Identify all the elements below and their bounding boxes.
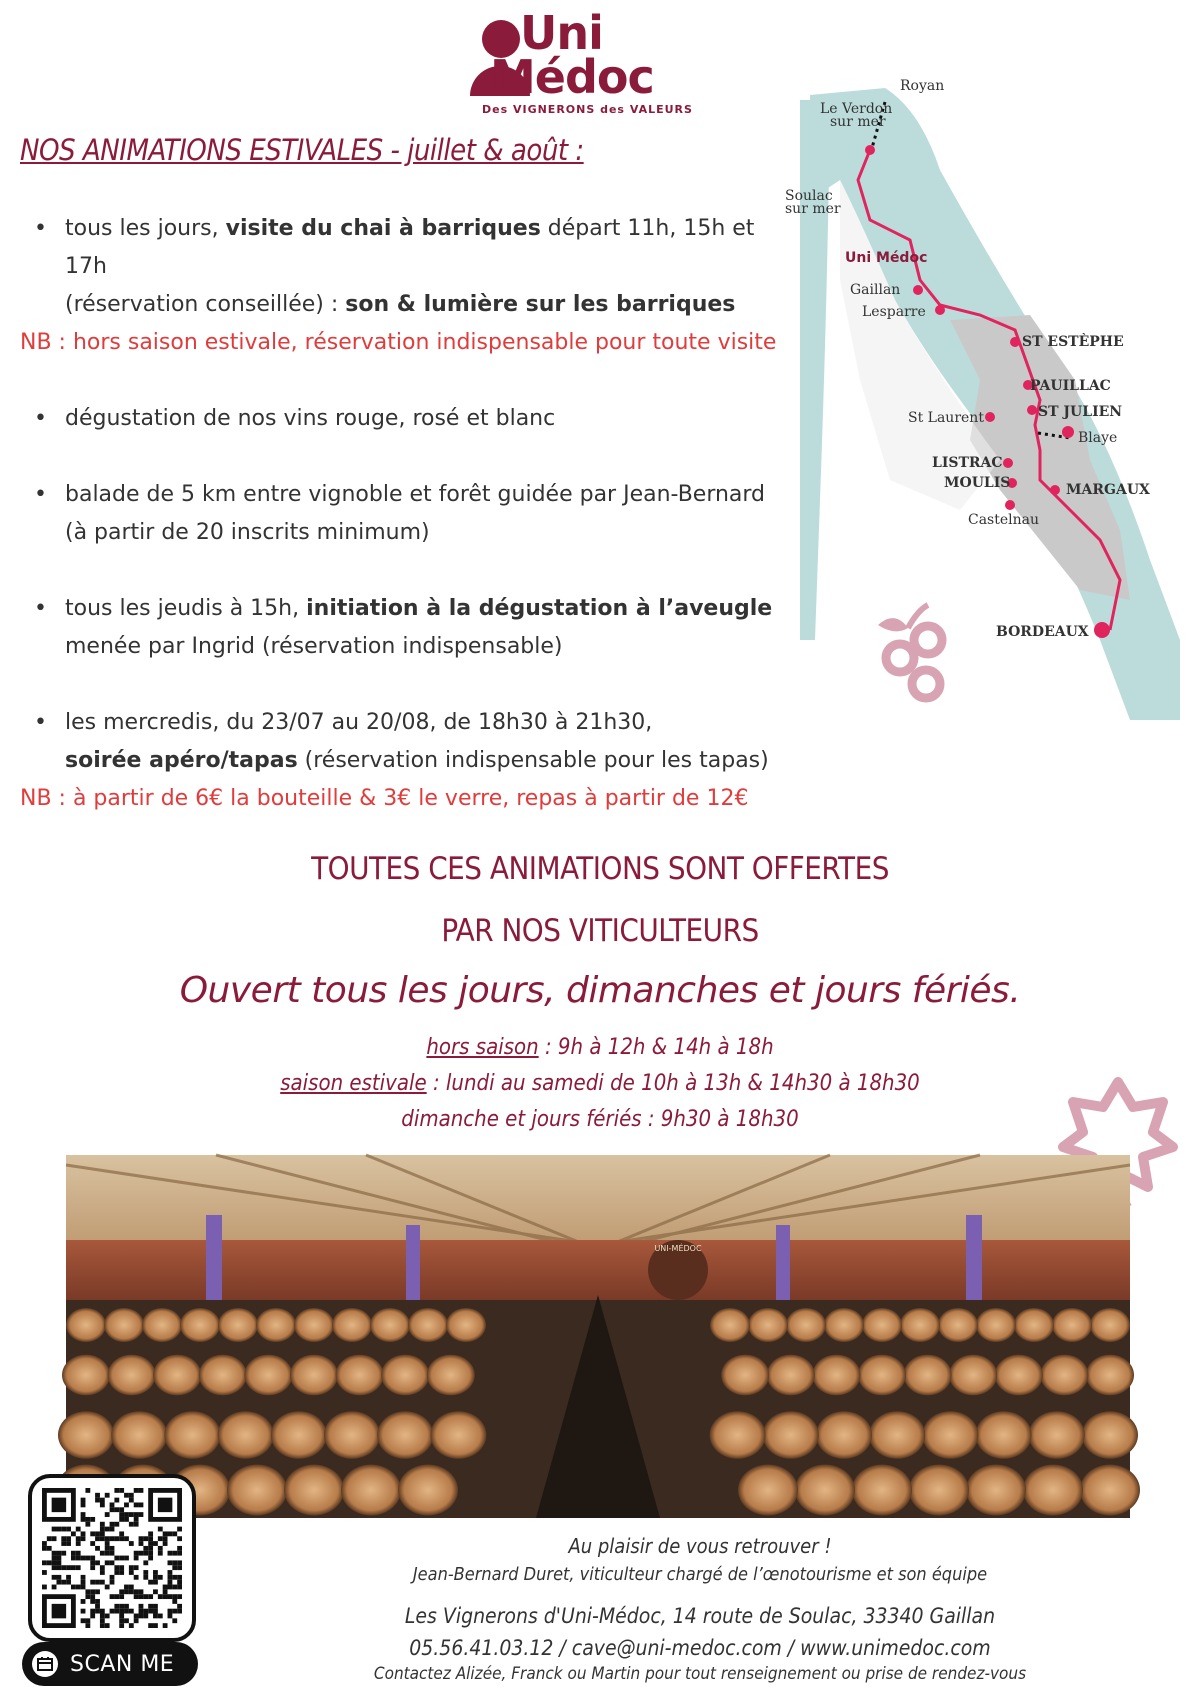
- activity-item-apero: [20, 704, 800, 780]
- barrel: [111, 1411, 167, 1459]
- barrel: [377, 1411, 433, 1459]
- map-dot-bordeaux: [1094, 622, 1110, 638]
- barrel: [721, 1355, 769, 1396]
- qr-code-image: [42, 1488, 182, 1628]
- grape-leaf-icon: [878, 618, 908, 631]
- barrel: [938, 1308, 978, 1342]
- activity-item-initiation: [20, 590, 800, 666]
- barrel: [244, 1355, 292, 1396]
- barrel: [795, 1465, 855, 1516]
- qr-code[interactable]: [28, 1474, 196, 1642]
- barrel: [290, 1355, 338, 1396]
- barrel: [1086, 1355, 1134, 1396]
- map-label-verdon2: sur mer: [830, 114, 886, 130]
- scan-me-label: SCAN ME: [70, 1652, 175, 1677]
- barrel: [922, 1411, 978, 1459]
- wine-route-map: [785, 78, 1180, 720]
- barrel: [710, 1308, 750, 1342]
- barrel: [900, 1308, 940, 1342]
- map-label-lesparre: Lesparre: [862, 304, 926, 320]
- map-label-gaillan: Gaillan: [850, 282, 901, 298]
- activity-text: (réservation conseillée) :: [65, 292, 346, 317]
- map-label-royan: Royan: [900, 78, 945, 94]
- barrel: [58, 1411, 114, 1459]
- barrel: [763, 1411, 819, 1459]
- barrel: [294, 1308, 334, 1342]
- footer-note: Contactez Alizée, Franck ou Martin pour tout renseignement ou prise de rendez-vous: [373, 1664, 1027, 1684]
- map-label-soulac: Soulac: [785, 188, 833, 204]
- barrel: [1023, 1465, 1083, 1516]
- map-dot-castelnau: [1005, 500, 1015, 510]
- barrel: [142, 1308, 182, 1342]
- map-dot-gaillan: [913, 285, 923, 295]
- barrel: [812, 1355, 860, 1396]
- barrel: [66, 1308, 106, 1342]
- activity-text: menée par Ingrid (réservation indispensable): [65, 634, 563, 659]
- activity-bold: son & lumière sur les barriques: [345, 292, 736, 317]
- calendar-icon: [32, 1651, 58, 1677]
- activity-bold: visite du chai à barriques: [225, 216, 541, 241]
- barrel: [976, 1308, 1016, 1342]
- barrel: [341, 1465, 401, 1516]
- map-label-castelnau: Castelnau: [968, 512, 1040, 528]
- map-label-listrac: LISTRAC: [932, 455, 1003, 471]
- barrel: [1052, 1308, 1092, 1342]
- scan-me-button[interactable]: [22, 1642, 198, 1686]
- footer-contact[interactable]: 05.56.41.03.12 / cave@uni-medoc.com / www.unimedoc.com: [409, 1636, 991, 1660]
- map-dot-margaux: [1050, 485, 1060, 495]
- barrel: [966, 1465, 1026, 1516]
- uni-medoc-logo: [470, 6, 710, 116]
- barrel: [104, 1308, 144, 1342]
- barrel: [995, 1355, 1043, 1396]
- hours-off-label: hors saison: [426, 1035, 539, 1060]
- barrel: [153, 1355, 201, 1396]
- map-dot-laurent: [985, 412, 995, 422]
- activity-text: tous les jeudis à 15h,: [65, 596, 307, 621]
- barrel: [852, 1465, 912, 1516]
- activity-text: balade de 5 km entre vignoble et forêt guidée par Jean-Bernard: [65, 482, 766, 507]
- map-dot-lesparre: [935, 305, 945, 315]
- barrel: [816, 1411, 872, 1459]
- barrel-cellar-photo: [66, 1155, 1130, 1518]
- barrel: [738, 1465, 798, 1516]
- barrel: [164, 1411, 220, 1459]
- map-mini-logo: Uni Médoc: [845, 250, 928, 266]
- barrel: [218, 1308, 258, 1342]
- map-title-d2: D2: [1062, 109, 1094, 133]
- activities-list: [20, 210, 800, 818]
- map-label-pauillac: PAUILLAC: [1030, 378, 1111, 394]
- hours-summer-value: : lundi au samedi de 10h à 13h & 14h30 à 18h30: [426, 1071, 920, 1096]
- barrel: [904, 1355, 952, 1396]
- logo-tagline: Des VIGNERONS des VALEURS: [482, 103, 693, 116]
- opening-line: Ouvert tous les jours, dimanches et jours fériés.: [179, 970, 1021, 1011]
- activity-text: les mercredis, du 23/07 au 20/08, de 18h30 à 21h30,: [65, 710, 653, 735]
- barrel: [381, 1355, 429, 1396]
- offer-title-line2: PAR NOS VITICULTEURS: [441, 913, 759, 949]
- activity-text: (à partir de 20 inscrits minimum): [65, 520, 430, 545]
- barrel: [332, 1308, 372, 1342]
- grape-icon: [886, 626, 942, 698]
- barrel: [430, 1411, 486, 1459]
- barrel: [767, 1355, 815, 1396]
- barrel: [862, 1308, 902, 1342]
- barrel: [1029, 1411, 1085, 1459]
- map-label-estephe: ST ESTÈPHE: [1022, 334, 1124, 350]
- map-ocean: [800, 100, 830, 640]
- nb-note-prices: NB : à partir de 6€ la bouteille & 3€ le verre, repas à partir de 12€: [20, 786, 749, 811]
- activity-item-degustation: • dégustation de nos vins rouge, rosé et blanc: [20, 400, 800, 438]
- map-dot-blaye: [1062, 426, 1074, 438]
- barrel: [284, 1465, 344, 1516]
- barrel: [1040, 1355, 1088, 1396]
- activity-bold: soirée apéro/tapas: [65, 748, 298, 773]
- barrel: [256, 1308, 296, 1342]
- map-title-line4: DU MÉDOC: [1017, 185, 1139, 209]
- map-label-bordeaux: BORDEAUX: [996, 624, 1089, 640]
- hours-sunday: dimanche et jours fériés : 9h30 à 18h30: [401, 1107, 799, 1132]
- barrel: [748, 1308, 788, 1342]
- logo-text-medoc: Médoc: [490, 50, 654, 104]
- logo-text-uni: Uni: [520, 6, 603, 60]
- barrel: [446, 1308, 486, 1342]
- offer-title: [0, 838, 1200, 962]
- barrel: [710, 1411, 766, 1459]
- activity-text: (réservation indispensable pour les tapas): [297, 748, 769, 773]
- footer-signature: Jean-Bernard Duret, viticulteur chargé de l’œnotourisme et son équipe: [412, 1564, 988, 1585]
- map-title-line2: LA ROUTE: [1022, 135, 1134, 159]
- map-label-verdon: Le Verdon: [820, 101, 893, 117]
- map-label-soulac2: sur mer: [785, 201, 841, 217]
- map-label-laurent: St Laurent: [908, 410, 984, 426]
- barrel: [408, 1308, 448, 1342]
- barrel: [218, 1411, 274, 1459]
- hours-off-value: : 9h à 12h & 14h à 18h: [538, 1035, 774, 1060]
- hours-summer-label: saison estivale: [280, 1071, 427, 1096]
- section-heading: NOS ANIMATIONS ESTIVALES - juillet & août :: [20, 133, 584, 167]
- barrel: [909, 1465, 969, 1516]
- footer-contact-block: [200, 1600, 1200, 1664]
- barrel: [336, 1355, 384, 1396]
- barrel: [180, 1308, 220, 1342]
- barrel: [324, 1411, 380, 1459]
- hours-off-season: [0, 1030, 1200, 1066]
- barrel: [1082, 1411, 1138, 1459]
- map-title-line3: DES VINS: [1025, 160, 1131, 184]
- barrel: [949, 1355, 997, 1396]
- hours-summer: [0, 1066, 1200, 1102]
- activity-item-balade: [20, 476, 800, 552]
- map-dot-verdon: [865, 145, 875, 155]
- barrel: [1090, 1308, 1130, 1342]
- footer-greeting: Au plaisir de vous retrouver !: [568, 1534, 832, 1558]
- map-dot-julien: [1027, 405, 1037, 415]
- offer-title-line1: TOUTES CES ANIMATIONS SONT OFFERTES: [311, 851, 889, 887]
- nb-note-visits: NB : hors saison estivale, réservation indispensable pour toute visite: [20, 330, 777, 355]
- barrel: [824, 1308, 864, 1342]
- barrel: [427, 1355, 475, 1396]
- barrel: [786, 1308, 826, 1342]
- barrel: [1080, 1465, 1140, 1516]
- barrel: [869, 1411, 925, 1459]
- activity-text: départ 11h, 15h et 17h: [65, 216, 755, 279]
- cellar-sign-text: UNI-MÉDOC: [654, 1244, 702, 1253]
- barrel: [1014, 1308, 1054, 1342]
- footer-address: Les Vignerons d'Uni-Médoc, 14 route de Soulac, 33340 Gaillan: [404, 1604, 996, 1628]
- barrel: [398, 1465, 458, 1516]
- map-label-julien: ST JULIEN: [1038, 404, 1123, 420]
- map-label-blaye: Blaye: [1078, 430, 1118, 446]
- map-dot-estephe: [1010, 337, 1020, 347]
- barrel: [108, 1355, 156, 1396]
- map-label-margaux: MARGAUX: [1066, 482, 1150, 498]
- activity-item-chai: [20, 210, 800, 324]
- barrel: [370, 1308, 410, 1342]
- barrel: [227, 1465, 287, 1516]
- barrel: [62, 1355, 110, 1396]
- map-dot-listrac: [1003, 458, 1013, 468]
- activity-text: tous les jours,: [65, 216, 226, 241]
- barrel: [199, 1355, 247, 1396]
- barrel: [271, 1411, 327, 1459]
- barrel: [858, 1355, 906, 1396]
- map-label-moulis: MOULIS: [944, 475, 1011, 491]
- barrel: [976, 1411, 1032, 1459]
- opening-hours: [0, 1030, 1200, 1138]
- activity-bold: initiation à la dégustation à l’aveugle: [306, 596, 773, 621]
